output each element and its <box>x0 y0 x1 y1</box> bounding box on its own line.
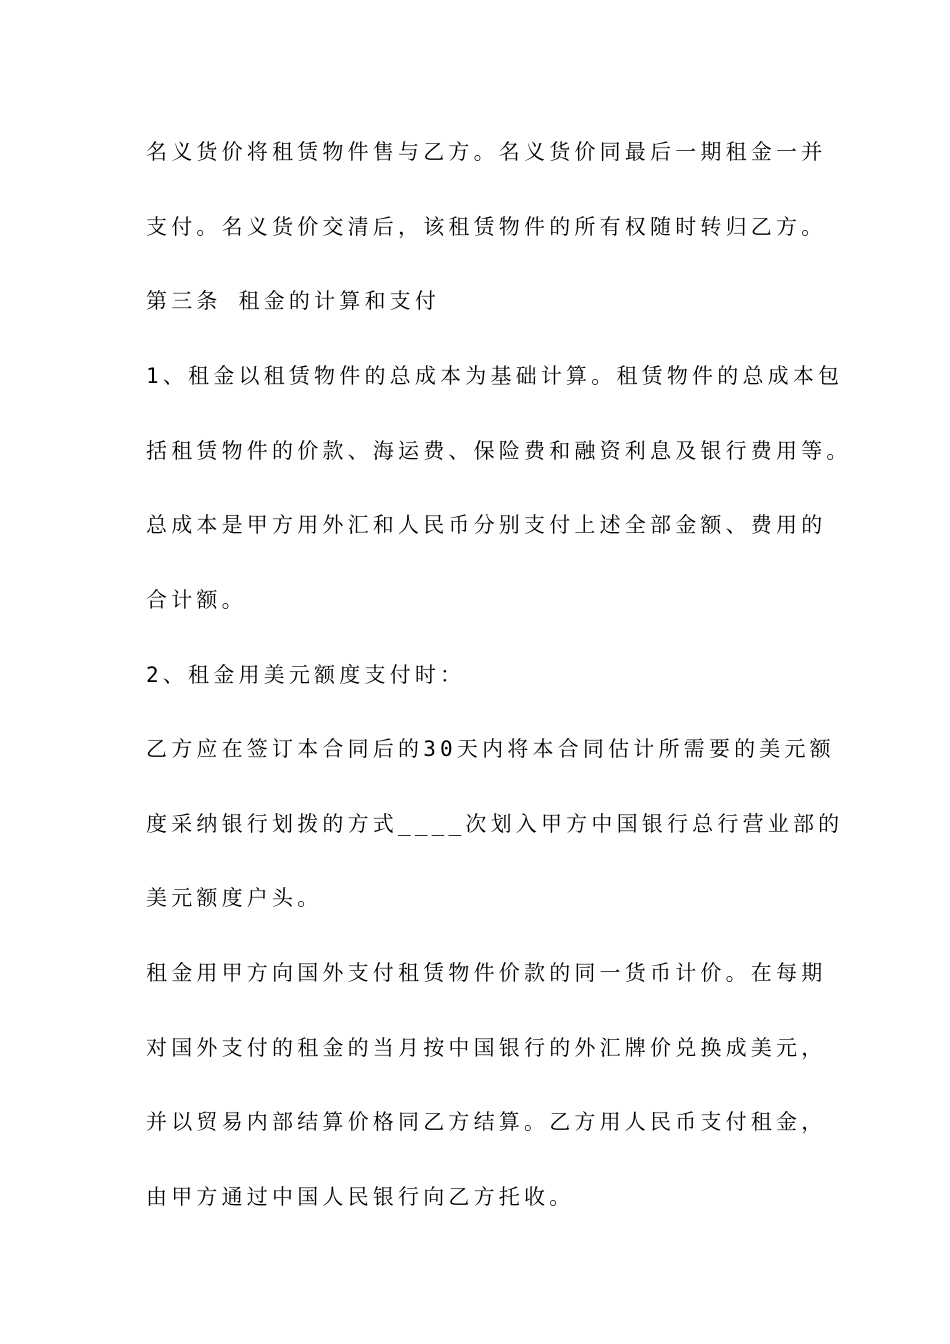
paragraph-line: 对国外支付的租金的当月按中国银行的外汇牌价兑换成美元， <box>146 1036 827 1060</box>
paragraph-line: 合计额。 <box>146 588 247 612</box>
paragraph-line: 租金用甲方向国外支付租赁物件价款的同一货币计价。在每期 <box>146 961 827 985</box>
paragraph-line: 括租赁物件的价款、海运费、保险费和融资利息及银行费用等。 <box>146 439 852 463</box>
paragraph-line: 并以贸易内部结算价格同乙方结算。乙方用人民币支付租金， <box>146 1110 827 1134</box>
paragraph-line: 美元额度户头。 <box>146 886 323 910</box>
paragraph-line: 乙方应在签订本合同后的30天内将本合同估计所需要的美元额 <box>146 737 835 761</box>
paragraph-line: 总成本是甲方用外汇和人民币分别支付上述全部金额、费用的 <box>146 513 827 537</box>
paragraph-line: 2、租金用美元额度支付时： <box>146 663 466 687</box>
paragraph-line: 由甲方通过中国人民银行向乙方托收。 <box>146 1185 575 1209</box>
paragraph-line: 度采纳银行划拨的方式____次划入甲方中国银行总行营业部的 <box>146 812 844 836</box>
paragraph-line: 1、租金以租赁物件的总成本为基础计算。租赁物件的总成本包 <box>146 364 844 388</box>
section-heading: 第三条 租金的计算和支付 <box>146 289 441 313</box>
paragraph-line: 支付。名义货价交清后，该租赁物件的所有权随时转归乙方。 <box>146 215 827 239</box>
paragraph-line: 名义货价将租赁物件售与乙方。名义货价同最后一期租金一并 <box>146 140 827 164</box>
